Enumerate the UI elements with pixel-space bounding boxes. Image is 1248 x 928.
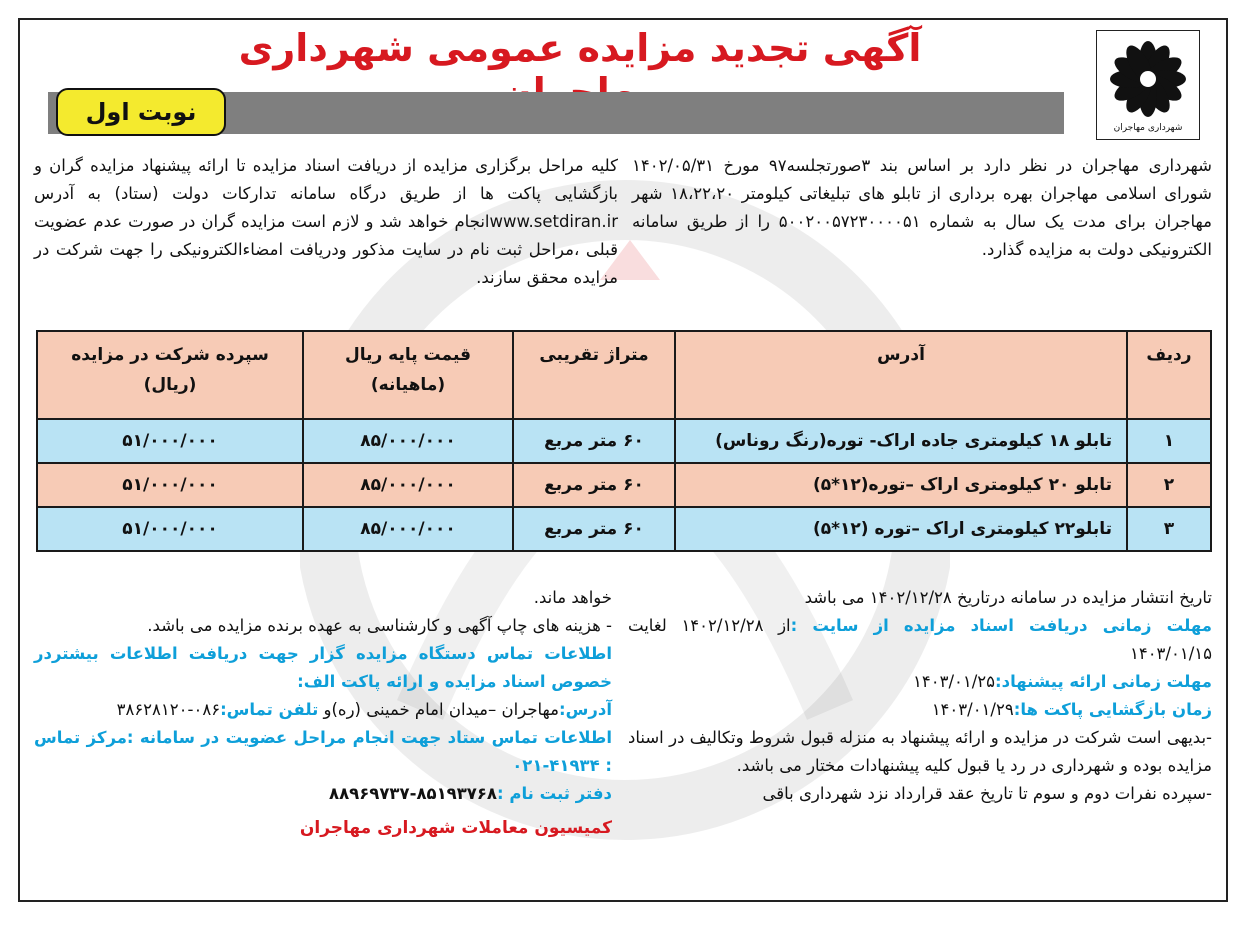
phone-label: تلفن تماس: xyxy=(220,700,319,719)
intro-paragraph-right: شهرداری مهاجران در نظر دارد بر اساس بند ۳صورتجلسه۹۷ مورخ ۱۴۰۲/۰۵/۳۱ شورای اسلامی مهاجران بهره برداری از تابلو های تبلیغاتی کیلومتر ۱۸،۲۲،۲۰ شهر مهاجران برای مدت یک سال به شماره ۵۰۰۲۰۰۵۷۲۳۰۰۰۰۵۱ را از طریق سامانه الکترونیکی دولت به مزایده گذارد. xyxy=(632,156,1213,259)
contact-heading: اطلاعات تماس دستگاه مزایده گزار جهت دریافت اطلاعات بیشتردر خصوص اسناد مزایده و ارائه پاکت الف: xyxy=(34,644,612,691)
address-label: آدرس: xyxy=(559,700,612,719)
row-number: ۱ xyxy=(1127,419,1211,463)
table-row xyxy=(37,463,1211,507)
row-address: تابلو ۱۸ کیلومتری جاده اراک- توره(رنگ روناس) xyxy=(675,419,1127,463)
municipality-logo xyxy=(1096,30,1200,140)
table-header-row xyxy=(37,331,1211,419)
registration-office-label: دفتر ثبت نام : xyxy=(497,784,612,803)
row-deposit: ۵۱/۰۰۰/۰۰۰ xyxy=(37,463,303,507)
logo-caption: شهرداری مهاجران xyxy=(1113,123,1183,133)
terms-note: -بدیهی است شرکت در مزایده و ارائه پیشنهاد به منزله قبول شروط وتکالیف در اسناد مزایده بوده و شهرداری در رد یا قبول کلیه پیشنهادات مختار می باشد. xyxy=(628,728,1212,775)
deposit-note-continued: خواهد ماند. xyxy=(533,588,612,607)
row-deposit: ۵۱/۰۰۰/۰۰۰ xyxy=(37,419,303,463)
row-area: ۶۰ متر مربع xyxy=(513,463,675,507)
row-area: ۶۰ متر مربع xyxy=(513,419,675,463)
row-price: ۸۵/۰۰۰/۰۰۰ xyxy=(303,507,513,551)
header-area: متراژ تقریبی xyxy=(513,331,675,419)
round-badge: نوبت اول xyxy=(56,88,226,136)
header-base-price: قیمت پایه ریال (ماهیانه) xyxy=(303,331,513,419)
signature: کمیسیون معاملات شهرداری مهاجران xyxy=(299,818,612,838)
row-address: تابلو۲۲ کیلومتری اراک –توره (۱۲*۵) xyxy=(675,507,1127,551)
notice-title: آگهی تجدید مزایده عمومی شهرداری xyxy=(238,26,922,70)
details-column-left xyxy=(34,584,612,842)
row-area: ۶۰ متر مربع xyxy=(513,507,675,551)
row-deposit: ۵۱/۰۰۰/۰۰۰ xyxy=(37,507,303,551)
header-address: آدرس xyxy=(675,331,1127,419)
publish-date: تاریخ انتشار مزایده در سامانه درتاریخ ۱۴۰۲/۱۲/۲۸ می باشد xyxy=(804,588,1212,607)
docs-deadline-label: مهلت زمانی دریافت اسناد مزایده از سایت : xyxy=(790,616,1212,635)
auction-table xyxy=(36,330,1212,552)
opening-date-label: زمان بازگشایی پاکت ها: xyxy=(1013,700,1212,719)
row-price: ۸۵/۰۰۰/۰۰۰ xyxy=(303,419,513,463)
offer-deadline-label: مهلت زمانی ارائه پیشنهاد: xyxy=(995,672,1212,691)
row-price: ۸۵/۰۰۰/۰۰۰ xyxy=(303,463,513,507)
deposit-note: -سپرده نفرات دوم و سوم تا تاریخ عقد قرارداد نزد شهرداری باقی xyxy=(762,784,1212,803)
table-row xyxy=(37,507,1211,551)
opening-date-value: ۱۴۰۳/۰۱/۲۹ xyxy=(931,700,1014,719)
header-row-number: ردیف xyxy=(1127,331,1211,419)
registration-office-value: ۸۵۱۹۳۷۶۸-۸۸۹۶۹۷۳۷ xyxy=(329,784,498,803)
setad-contact: اطلاعات تماس ستاد جهت انجام مراحل عضویت در سامانه :مرکز تماس : ۴۱۹۳۴-۰۲۱ xyxy=(34,728,612,775)
row-address: تابلو ۲۰ کیلومتری اراک –توره(۱۲*۵) xyxy=(675,463,1127,507)
row-number: ۳ xyxy=(1127,507,1211,551)
address-value: مهاجران –میدان امام خمینی (ره)و xyxy=(323,700,559,719)
cost-note: - هزینه های چاپ آگهی و کارشناسی به عهده برنده مزایده می باشد. xyxy=(147,616,612,635)
flower-emblem-icon xyxy=(1106,37,1190,121)
table-row xyxy=(37,419,1211,463)
phone-value: ۰۸۶-۳۸۶۲۸۱۲۰ xyxy=(116,700,221,719)
intro-paragraph-left: کلیه مراحل برگزاری مزایده از دریافت اسناد مزایده تا ارائه پیشنهاد مزایده گران و بازگشایی پاکت ها از طریق درگاه سامانه تدارکات دولت (ستاد) به آدرس www.setdiran.irانجام خواهد شد و لازم است مزایده گران در صورت عدم عضویت قبلی ،مراحل ثبت نام در سایت مذکور ودریافت امضاءالکترونیکی را جهت شرکت در مزایده محقق سازند. xyxy=(34,156,618,287)
offer-deadline-value: ۱۴۰۳/۰۱/۲۵ xyxy=(913,672,996,691)
docs-deadline-value: از ۱۴۰۲/۱۲/۲۸ لغایت ۱۴۰۳/۰۱/۱۵ xyxy=(628,616,1212,663)
details-column-right xyxy=(628,584,1212,808)
row-number: ۲ xyxy=(1127,463,1211,507)
header-deposit: سپرده شرکت در مزایده (ریال) xyxy=(37,331,303,419)
